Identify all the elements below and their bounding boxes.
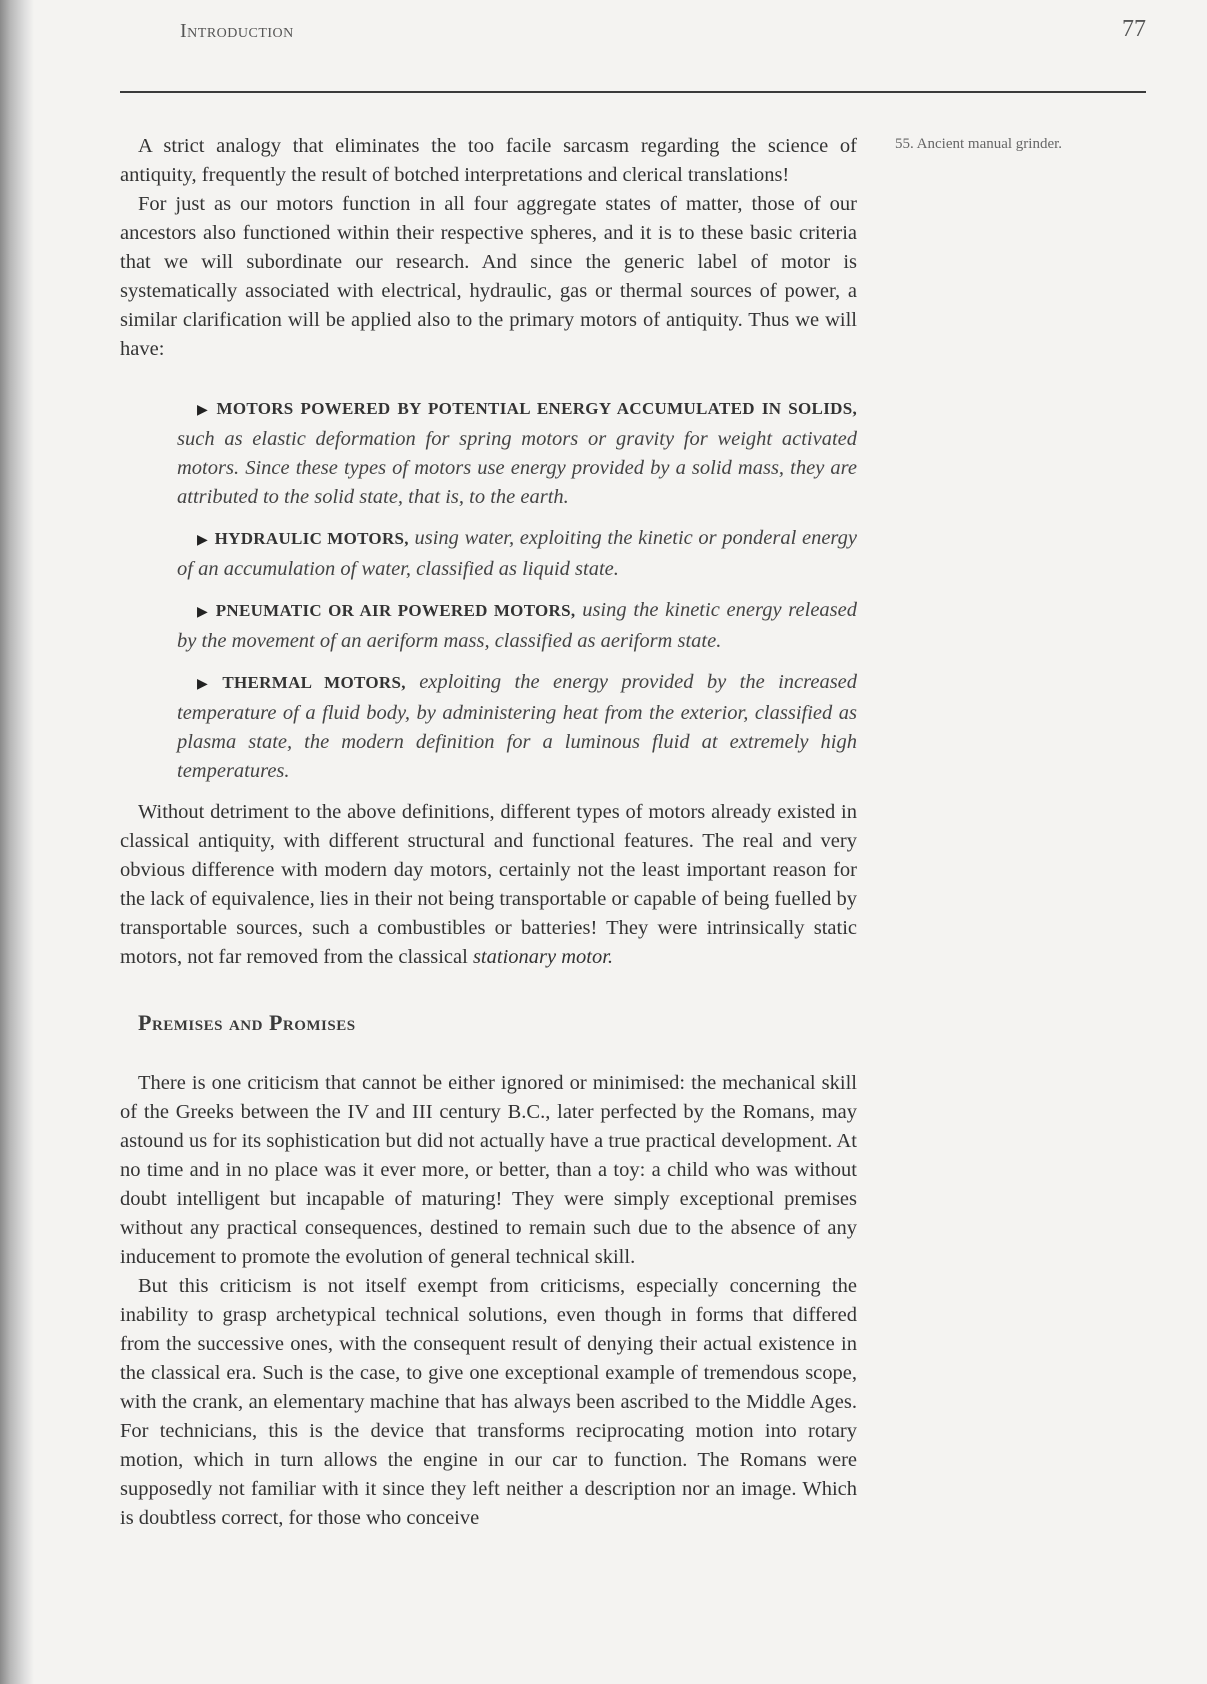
triangle-bullet-icon: ▶ xyxy=(197,533,209,548)
list-item-text: such as elastic deformation for spring motors or gravity for weight activated motors. Since these types of motors use energy provided by a solid mass, they are attributed to the solid state, that is, to the earth. xyxy=(177,428,857,508)
list-item xyxy=(177,524,857,584)
running-head: Introduction xyxy=(180,20,294,42)
list-item-title: ▶ PNEUMATIC OR AIR POWERED MOTORS, xyxy=(197,601,576,620)
page-header xyxy=(180,16,1146,50)
list-item-text: using water, exploiting the kinetic or ponderal energy of an accumulation of water, classified as liquid state. xyxy=(177,527,857,580)
list-item-text: using the kinetic energy released by the movement of an aeriform mass, classified as aeriform state. xyxy=(177,599,857,652)
list-item xyxy=(177,668,857,786)
list-item-title: ▶ THERMAL MOTORS, xyxy=(197,673,406,692)
figure-caption: 55. Ancient manual grinder. xyxy=(895,136,1063,152)
intro-paragraph-2: For just as our motors function in all four aggregate states of matter, those of our ancestors also functioned within their respective spheres, and it is to these basic criteria that we will subordinate our research. And since the generic label of motor is systematically associated with electrical, hydraulic, gas or thermal sources of power, a similar clarification will be applied also to the primary motors of antiquity. Thus we will have: xyxy=(120,193,857,360)
emphasis-stationary-motor: stationary motor. xyxy=(472,946,614,968)
section-heading: Premises and Promises xyxy=(138,1010,356,1035)
list-item-title: ▶ MOTORS POWERED BY POTENTIAL ENERGY ACCUMULATED IN SOLIDS, xyxy=(197,399,857,418)
section-paragraph-2: But this criticism is not itself exempt from criticisms, especially concerning the inability to grasp archetypical technical solutions, even though in forms that differed from the successive ones, with the consequent result of denying their actual existence in the classical era. Such is the case, to give one exceptional example of tremendous scope, with the crank, an elementary machine that has always been ascribed to the Middle Ages. For technicians, this is the device that transforms reciprocating motion into rotary motion, which in turn allows the engine in our car to function. The Romans were supposedly not familiar with it since they left neither a description nor an image. Which is doubtless correct, for those who conceive xyxy=(120,1275,857,1529)
section-paragraph-1: There is one criticism that cannot be either ignored or minimised: the mechanical skill of the Greeks between the IV and III century B.C., later perfected by the Romans, may astound us for its sophistication but did not actually have a true practical development. At no time and in no place was it ever more, or better, than a toy: a child who was without doubt intelligent but incapable of maturing! They were simply exceptional premises without any practical consequences, destined to remain such due to the absence of any inducement to promote the evolution of general technical skill. xyxy=(120,1072,857,1268)
list-item xyxy=(177,394,857,512)
triangle-bullet-icon: ▶ xyxy=(197,403,211,418)
list-item xyxy=(177,596,857,656)
page-number: 77 xyxy=(1122,16,1146,42)
intro-paragraph-1: A strict analogy that eliminates the too facile sarcasm regarding the science of antiquity, frequently the result of botched interpretations and clerical translations! xyxy=(120,135,857,186)
list-item-title: ▶ HYDRAULIC MOTORS, xyxy=(197,529,409,548)
header-rule xyxy=(120,91,1146,93)
after-list-paragraph: Without detriment to the above definitions, different types of motors already existed in classical antiquity, with different structural and functional features. The real and very obvious difference with modern day motors, certainly not the least important reason for the lack of equivalence, lies in their not being transportable or capable of being fuelled by transportable sources, such a combustibles or batteries! They were intrinsically static motors, not far removed from the classical stationary motor. xyxy=(120,801,857,968)
triangle-bullet-icon: ▶ xyxy=(197,677,217,692)
triangle-bullet-icon: ▶ xyxy=(197,605,210,620)
page-binding-shadow xyxy=(0,0,34,1684)
body-text xyxy=(120,132,857,1533)
list-item-text: exploiting the energy provided by the increased temperature of a fluid body, by administering heat from the exterior, classified as plasma state, the modern definition for a luminous fluid at extremely high temperatures. xyxy=(177,671,858,782)
motor-types-list xyxy=(177,394,857,786)
